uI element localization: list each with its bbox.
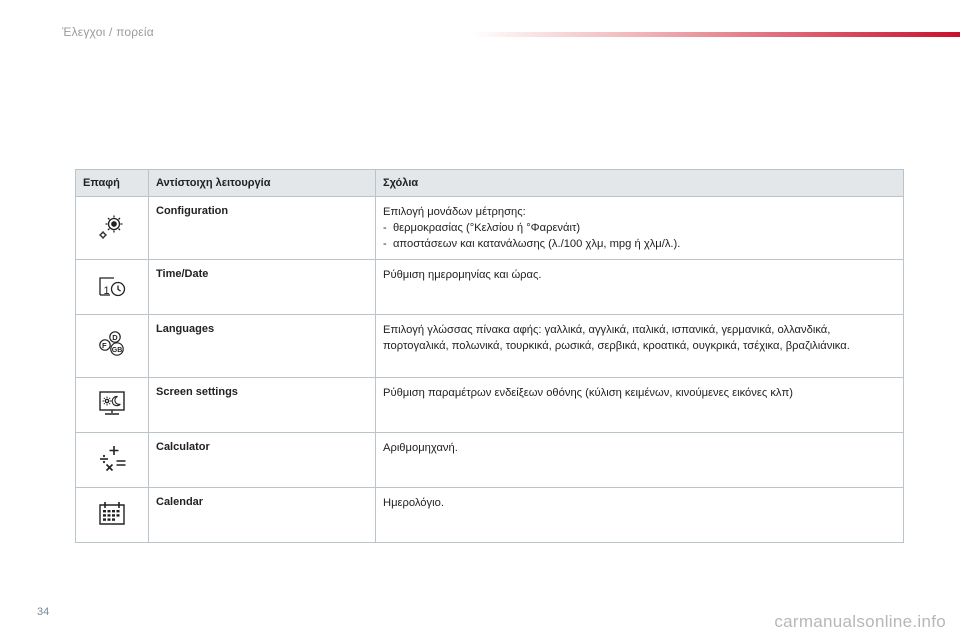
function-name: Screen settings [149,378,376,433]
icon-cell [76,378,149,433]
gear-icon [92,209,132,245]
icon-cell [76,260,149,315]
function-comment [376,433,904,488]
icon-cell [76,433,149,488]
icon-cell [76,197,149,260]
comment-bullet: - θερμοκρασίας (°Κελσίου ή °Φαρενάιτ) [383,222,581,234]
comment-line: Αριθμομηχανή. [383,442,458,454]
languages-icon-label-gb: GB [111,346,123,354]
function-comment [376,260,904,315]
functions-table [75,169,904,543]
column-header-comments: Σχόλια [376,170,904,197]
comment-line: Επιλογή γλώσσας πίνακα αφής: γαλλικά, αγγλικά, ιταλικά, ισπανικά, γερμανικά, ολλανδικά, πορτογαλικά, πολωνικά, τουρκικά, ρωσικά, σερβικά, κροατικά, ουγκρικά, τσέχικα, βραζιλιάνικα. [383,324,850,352]
function-name: Time/Date [149,260,376,315]
table-row [76,433,904,488]
comment-line: Ρύθμιση ημερομηνίας και ώρας. [383,269,542,281]
function-comment [376,488,904,543]
function-name: Configuration [149,197,376,260]
table-row [76,378,904,433]
table-row [76,488,904,543]
calendar-icon [92,496,132,532]
icon-cell [76,488,149,543]
languages-icon-label-f: F [102,340,107,350]
page-number: 34 [37,606,50,618]
column-header-touch: Επαφή [76,170,149,197]
table-row [76,260,904,315]
table-row [76,315,904,378]
column-header-function: Αντίστοιχη λειτουργία [149,170,376,197]
comment-line: Ρύθμιση παραμέτρων ενδείξεων οθόνης (κύλιση κειμένων, κινούμενες εικόνες κλπ) [383,387,793,399]
icon-cell [76,315,149,378]
page-section-title: Έλεγχοι / πορεία [62,25,154,39]
languages-icon-label-d: D [112,332,118,342]
calculator-icon [92,441,132,477]
time-date-icon [92,268,132,304]
comment-line: Ημερολόγιο. [383,497,444,509]
languages-icon [92,327,132,363]
function-comment [376,197,904,260]
header-accent-line [470,32,960,37]
table-header-row [76,170,904,197]
time-date-icon-digit: 1 [103,284,110,297]
function-name: Languages [149,315,376,378]
screen-settings-icon [92,386,132,422]
function-comment [376,315,904,378]
function-name: Calculator [149,433,376,488]
watermark: carmanualsonline.info [774,612,946,631]
function-name: Calendar [149,488,376,543]
table-row [76,197,904,260]
comment-bullet: - αποστάσεων και κατανάλωσης (λ./100 χλμ, mpg ή χλμ/λ.). [383,238,681,250]
function-comment [376,378,904,433]
comment-line: Επιλογή μονάδων μέτρησης: [383,206,526,218]
